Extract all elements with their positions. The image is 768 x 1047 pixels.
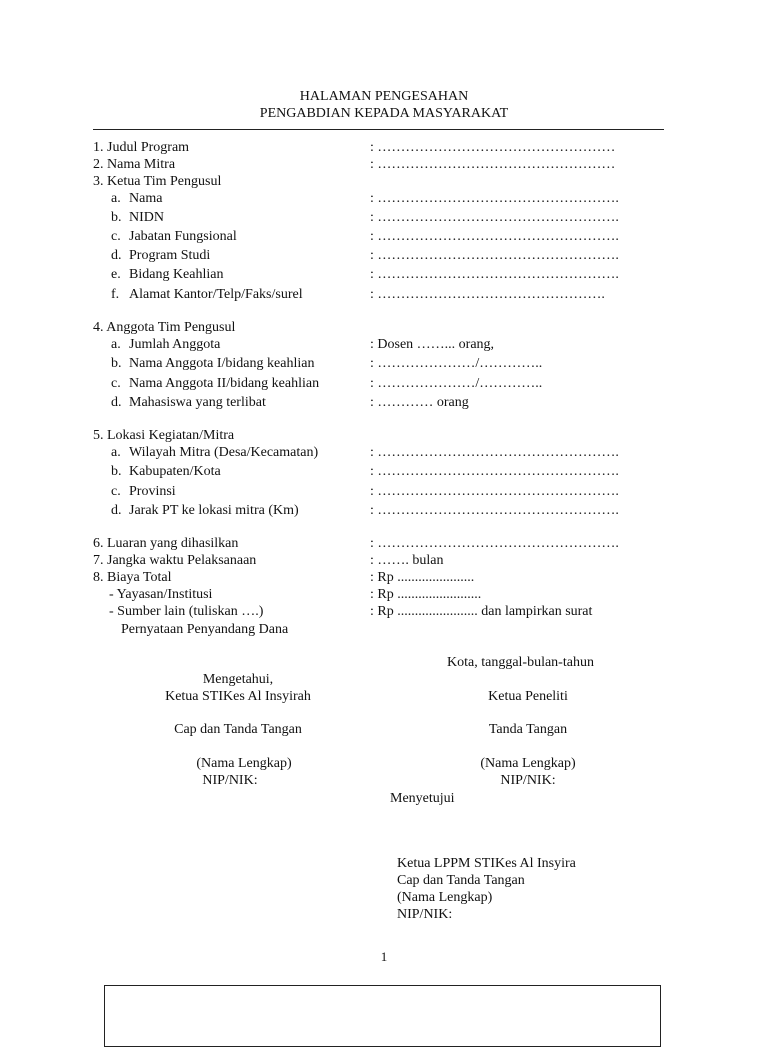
- ketua-item-bidang: e. Bidang Keahlian: [111, 267, 224, 282]
- lokasi-item-wilayah: a. Wilayah Mitra (Desa/Kecamatan): [111, 445, 319, 460]
- page-title-line1: HALAMAN PENGESAHAN: [299, 89, 469, 104]
- jangka-waktu-value: : ……. bulan: [370, 553, 444, 568]
- sumber-lain-value: : Rp ....................... dan lampirkan surat: [370, 604, 593, 619]
- sign-left-position: Ketua STIKes Al Insyirah: [165, 689, 311, 704]
- lokasi-value-wilayah: : …………………………………………….: [370, 445, 619, 460]
- sign-left-stamp: Cap dan Tanda Tangan: [174, 722, 302, 737]
- anggota-value-2: : …………………/…………..: [370, 376, 543, 391]
- ketua-value-jabatan: : …………………………………………….: [370, 229, 619, 244]
- approve-heading: Menyetujui: [390, 791, 455, 806]
- approve-name: (Nama Lengkap): [397, 890, 493, 905]
- ketua-item-nama: a. Nama: [111, 191, 163, 206]
- yayasan-value: : Rp ........................: [370, 587, 482, 602]
- ketua-value-bidang: : …………………………………………….: [370, 267, 619, 282]
- sumber-lain-label: - Sumber lain (tuliskan ….): [109, 604, 264, 619]
- place-date: Kota, tanggal-bulan-tahun: [447, 655, 594, 670]
- yayasan-label: - Yayasan/Institusi: [109, 587, 213, 602]
- sign-right-position: Ketua Peneliti: [488, 689, 568, 704]
- ketua-item-alamat: f. Alamat Kantor/Telp/Faks/surel: [111, 287, 303, 302]
- page-number: 1: [380, 949, 388, 964]
- title-divider: [93, 129, 664, 130]
- anggota-item-2: c. Nama Anggota II/bidang keahlian: [111, 376, 320, 391]
- anggota-heading: 4. Anggota Tim Pengusul: [93, 320, 236, 335]
- approve-nip: NIP/NIK:: [397, 907, 453, 922]
- next-page-frame: [104, 985, 661, 1047]
- approve-stamp: Cap dan Tanda Tangan: [397, 873, 525, 888]
- ketua-value-alamat: : ………………………………………….: [370, 287, 605, 302]
- sign-right-nip: NIP/NIK:: [500, 773, 556, 788]
- lokasi-value-jarak: : …………………………………………….: [370, 503, 619, 518]
- lokasi-value-kabupaten: : …………………………………………….: [370, 464, 619, 479]
- field-judul-label: 1. Judul Program: [93, 140, 190, 155]
- lokasi-item-kabupaten: b. Kabupaten/Kota: [111, 464, 221, 479]
- luaran-value: : …………………………………………….: [370, 536, 619, 551]
- sign-right-name: (Nama Lengkap): [480, 756, 576, 771]
- ketua-value-prodi: : …………………………………………….: [370, 248, 619, 263]
- jangka-waktu-label: 7. Jangka waktu Pelaksanaan: [93, 553, 257, 568]
- sumber-lain-note: Pernyataan Penyandang Dana: [121, 622, 289, 637]
- luaran-label: 6. Luaran yang dihasilkan: [93, 536, 239, 551]
- field-ketua-heading: 3. Ketua Tim Pengusul: [93, 174, 222, 189]
- sign-left-nip: NIP/NIK:: [202, 773, 258, 788]
- anggota-value-mahasiswa: : ………… orang: [370, 395, 469, 410]
- field-mitra-value: : ……………………………………………: [370, 157, 616, 172]
- field-judul-value: : ……………………………………………: [370, 140, 616, 155]
- ketua-value-nidn: : …………………………………………….: [370, 210, 619, 225]
- lokasi-item-provinsi: c. Provinsi: [111, 484, 176, 499]
- anggota-value-jumlah: : Dosen ……... orang,: [370, 337, 495, 352]
- sign-left-mengetahui: Mengetahui,: [202, 672, 274, 687]
- approve-position: Ketua LPPM STIKes Al Insyira: [397, 856, 576, 871]
- sign-left-name: (Nama Lengkap): [196, 756, 292, 771]
- biaya-total-value: : Rp ......................: [370, 570, 475, 585]
- ketua-item-nidn: b. NIDN: [111, 210, 164, 225]
- ketua-item-prodi: d. Program Studi: [111, 248, 211, 263]
- field-mitra-label: 2. Nama Mitra: [93, 157, 176, 172]
- anggota-value-1: : …………………/…………..: [370, 356, 543, 371]
- anggota-item-mahasiswa: d. Mahasiswa yang terlibat: [111, 395, 266, 410]
- page-title-line2: PENGABDIAN KEPADA MASYARAKAT: [259, 106, 509, 121]
- ketua-item-jabatan: c. Jabatan Fungsional: [111, 229, 237, 244]
- ketua-value-nama: : …………………………………………….: [370, 191, 619, 206]
- lokasi-value-provinsi: : …………………………………………….: [370, 484, 619, 499]
- sign-right-signature: Tanda Tangan: [488, 722, 568, 737]
- biaya-total-label: 8. Biaya Total: [93, 570, 172, 585]
- lokasi-item-jarak: d. Jarak PT ke lokasi mitra (Km): [111, 503, 299, 518]
- anggota-item-1: b. Nama Anggota I/bidang keahlian: [111, 356, 315, 371]
- lokasi-heading: 5. Lokasi Kegiatan/Mitra: [93, 428, 235, 443]
- anggota-item-jumlah: a. Jumlah Anggota: [111, 337, 221, 352]
